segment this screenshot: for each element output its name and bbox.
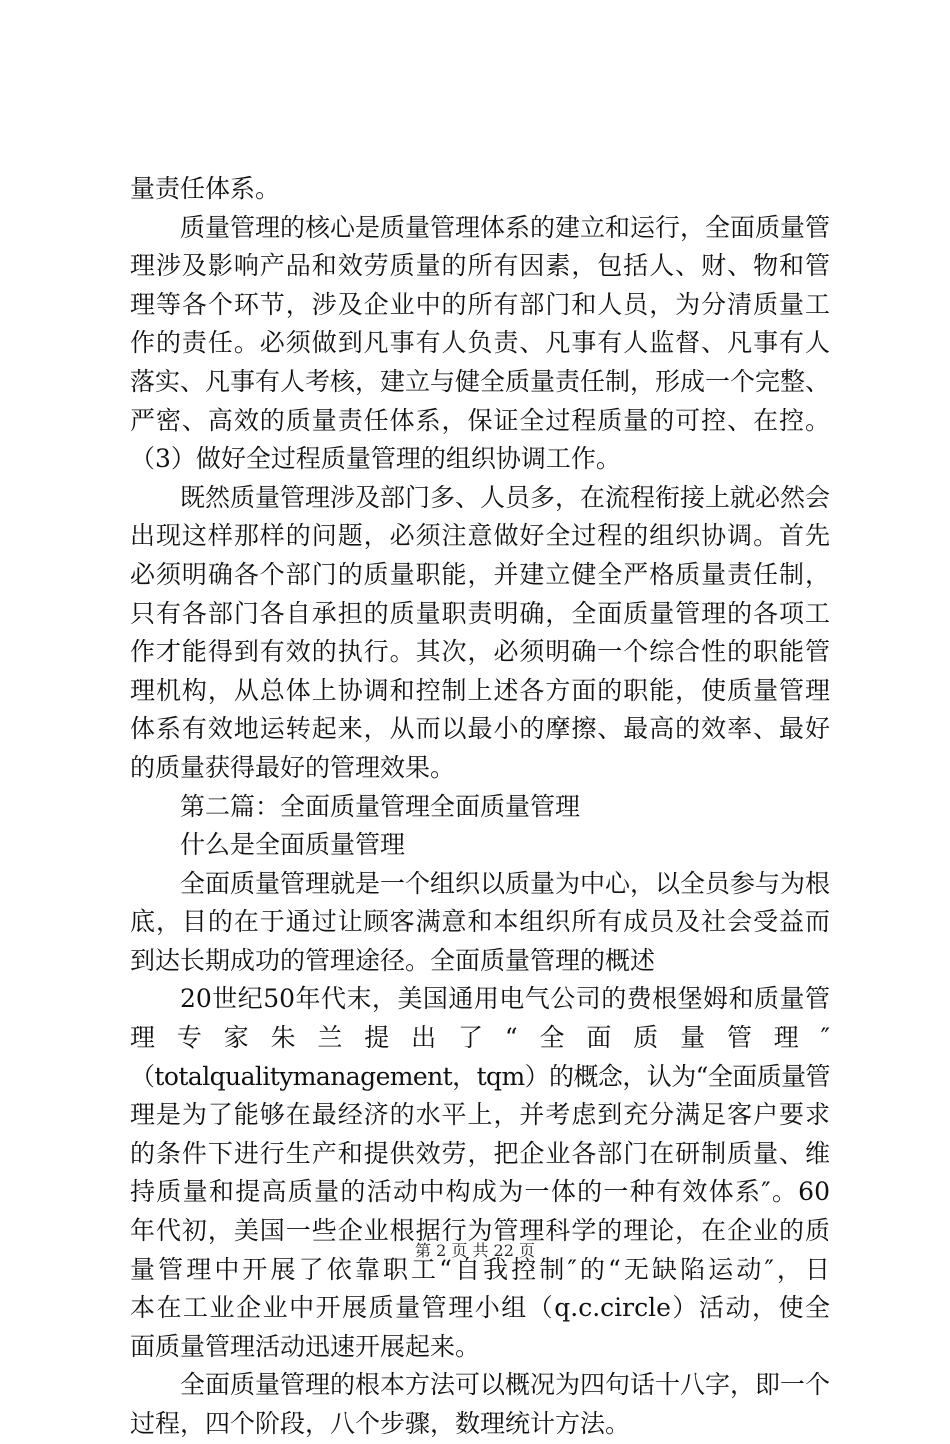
section-heading: （3）做好全过程质量管理的组织协调工作。 [130, 444, 621, 474]
chapter-heading: 第二篇：全面质量管理全面质量管理 [180, 791, 581, 821]
text-line: 出现这样那样的问题，必须注意做好全过程的组织协调。首先 [130, 521, 830, 551]
text-line: 面质量管理活动迅速开展起来。 [130, 1331, 481, 1361]
text-line: 既然质量管理涉及部门多、人员多，在流程衔接上就必然会 [180, 482, 830, 512]
text-line: 20世纪50年代末，美国通用电气公司的费根堡姆和质量管 [180, 984, 830, 1014]
text-line: 理是为了能够在最经济的水平上，并考虑到充分满足客户要求 [130, 1100, 830, 1130]
text-line: 严密、高效的质量责任体系，保证全过程质量的可控、在控。 [130, 405, 830, 435]
text-line: 理专家朱兰提出了“全面质量管理″ [130, 1023, 830, 1053]
text-line: 的质量获得最好的管理效果。 [130, 752, 456, 782]
text-line: 理等各个环节，涉及企业中的所有部门和人员，为分清质量工 [130, 289, 830, 319]
text-line: 过程，四个阶段，八个步骤，数理统计方法。 [130, 1409, 631, 1438]
text-line: 作的责任。必须做到凡事有人负责、凡事有人监督、凡事有人 [130, 328, 830, 358]
text-line: 体系有效地运转起来，从而以最小的摩擦、最高的效率、最好 [130, 714, 830, 744]
text-line: 持质量和提高质量的活动中构成为一体的一种有效体系″。60 [130, 1177, 830, 1207]
text-line: （totalqualitymanagement，tqm）的概念，认为“全面质量管 [130, 1061, 830, 1091]
section-heading: 什么是全面质量管理 [180, 830, 406, 860]
text-line: 全面质量管理的根本方法可以概况为四句话十八字，即一个 [180, 1370, 830, 1400]
text-line: 的条件下进行生产和提供效劳，把企业各部门在研制质量、维 [130, 1138, 830, 1168]
text-line: 底，目的在于通过让顾客满意和本组织所有成员及社会受益而 [130, 907, 830, 937]
text-line: 必须明确各个部门的质量职能，并建立健全严格质量责任制， [130, 559, 830, 589]
page-footer [0, 1238, 950, 1261]
text-line: 年代初，美国一些企业根据行为管理科学的理论，在企业的质 [130, 1216, 830, 1246]
text-line: 作才能得到有效的执行。其次，必须明确一个综合性的职能管 [130, 637, 830, 667]
text-line: 理机构，从总体上协调和控制上述各方面的职能，使质量管理 [130, 675, 830, 705]
page-number: 第 2 页 共 22 页 [415, 1241, 535, 1260]
text-line: 量责任体系。 [130, 174, 281, 203]
text-line: 本在工业企业中开展质量管理小组（q.c.circle）活动，使全 [130, 1293, 830, 1323]
text-line: 到达长期成功的管理途径。全面质量管理的概述 [130, 945, 656, 975]
text-line: 全面质量管理就是一个组织以质量为中心，以全员参与为根 [180, 868, 830, 898]
text-line: 质量管理的核心是质量管理体系的建立和运行，全面质量管 [180, 212, 830, 242]
text-line: 只有各部门各自承担的质量职责明确，全面质量管理的各项工 [130, 598, 830, 628]
text-line: 理涉及影响产品和效劳质量的所有因素，包括人、财、物和管 [130, 251, 830, 281]
text-line: 落实、凡事有人考核，建立与健全质量责任制，形成一个完整、 [130, 366, 830, 396]
text-line: 量管理中开展了依靠职工“自我控制″的“无缺陷运动″，日 [130, 1254, 830, 1284]
